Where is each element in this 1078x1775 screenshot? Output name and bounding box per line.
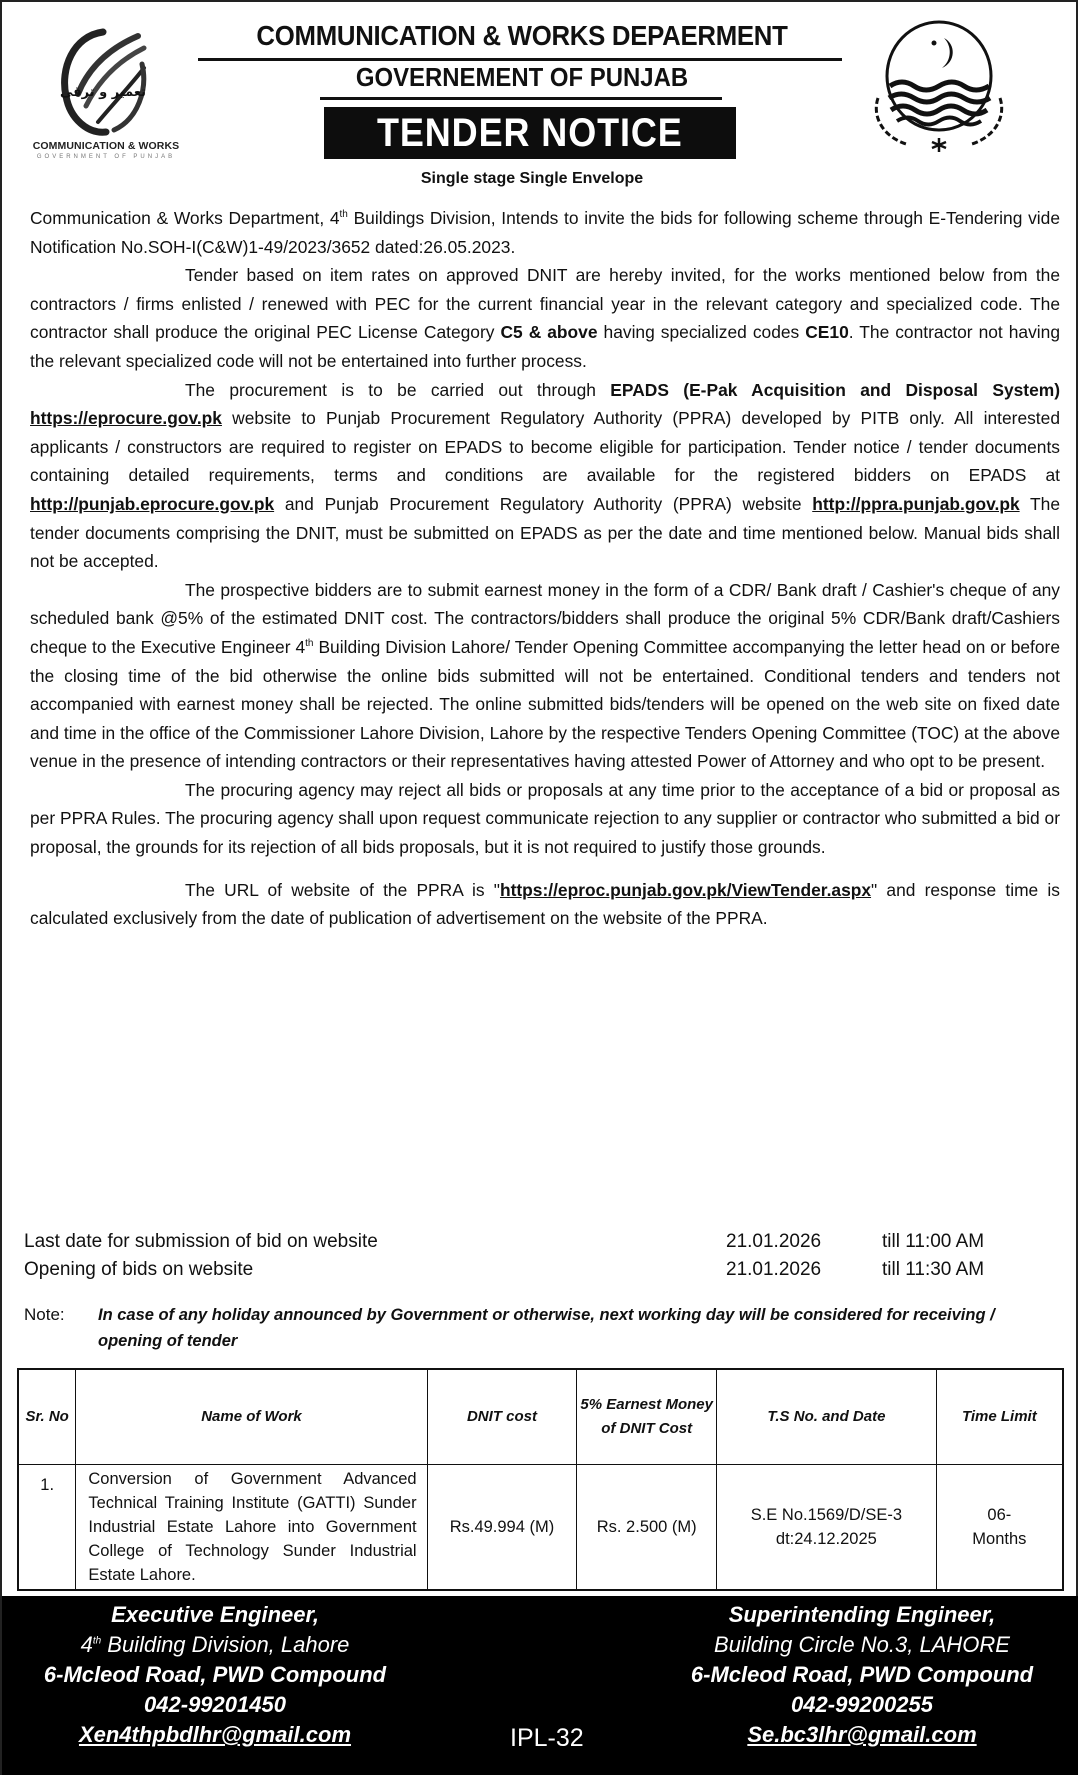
eprocure-link[interactable]: https://eprocure.gov.pk <box>30 408 222 429</box>
cell-dnit-cost: Rs.49.994 (M) <box>427 1464 577 1590</box>
col-sr-no: Sr. No <box>18 1369 76 1464</box>
note-label: Note: <box>24 1305 65 1324</box>
se-circle: Building Circle No.3, LAHORE <box>714 1632 1010 1657</box>
ee-division: 4th Building Division, Lahore <box>80 1632 350 1657</box>
view-tender-link[interactable]: https://eproc.punjab.gov.pk/ViewTender.aspx <box>499 879 872 900</box>
pec-category: C5 & above <box>500 322 598 343</box>
title-underline <box>198 58 842 61</box>
ee-title: Executive Engineer, <box>111 1602 319 1627</box>
note-text: In case of any holiday announced by Government or otherwise, next working day will be considered for receiving / opening of tender <box>98 1306 995 1350</box>
epads-name: EPADS (E-Pak Acquisition and Disposal System) <box>610 379 1060 400</box>
submission-time: till 11:00 AM <box>882 1231 985 1252</box>
ts-number: S.E No.1569/D/SE-3 <box>750 1505 903 1524</box>
cell-time-limit: 06- Months <box>936 1464 1063 1590</box>
cw-logo-title: COMMUNICATION & WORKS <box>32 140 180 152</box>
col-ts-no-date: T.S No. and Date <box>717 1369 937 1464</box>
paragraph-ppra-url: The URL of website of the PPRA is "https://eproc.punjab.gov.pk/ViewTender.aspx" and response time is calculated exclusively from the date of publication of advertisement on the website of the PPRA. <box>30 879 1060 929</box>
paragraph-earnest-money: The prospective bidders are to submit earnest money in the form of a CDR/ Bank draft / Cashier's cheque of any scheduled bank @5% of the estimated DNIT cost. The contractors/bidders shall produce the original 5% CDR/Bank draft/Cashiers cheque to the Executive Engineer 4th Building Division Lahore/ Tender Opening Committee accompanying the letter head on or before the closing time of the bid otherwise the online bids submitted will not be entertained. Conditional tenders and tenders not accompanied with earnest money shall be rejected. The online submitted bids/tenders will be opened on the web site on fixed date and time in the office of the Commissioner Lahore Division, Lahore by the respective Tenders Opening Committee (TOC) at the above venue in the presence of intending contractors or their representatives having attested Power of Attorney and who opt to be present. <box>30 579 1060 772</box>
punjab-emblem <box>864 16 1014 156</box>
svg-text:تعمیر و ترقی: تعمیر و ترقی <box>59 85 147 100</box>
department-title: COMMUNICATION & WORKS DEPAERMENT <box>256 20 788 51</box>
se-address: 6-Mcleod Road, PWD Compound <box>690 1662 1034 1687</box>
ts-date: dt:24.12.2025 <box>775 1529 877 1548</box>
paragraph-eligibility: Tender based on item rates on approved DNIT are hereby invited, for the works mentioned below from the contractors / firms enlisted / renewed with PEC for the current financial year in the relevant category and specialized code. The contractor shall produce the original PEC License Category C5 & above having specialized codes CE10. The contractor not having the relevant specialized code will not be entertained into further process. <box>30 265 1060 371</box>
cell-sr: 1. <box>18 1464 76 1590</box>
se-title: Superintending Engineer, <box>728 1602 996 1627</box>
superintending-engineer-contact <box>652 1600 1072 1750</box>
opening-time: till 11:30 AM <box>882 1259 985 1280</box>
cw-logo-subtitle: GOVERNMENT OF PUNJAB <box>36 154 176 160</box>
paragraph-rejection: The procuring agency may reject all bids or proposals at any time prior to the acceptance of a bid or proposal as per PPRA Rules. The procuring agency shall upon request communicate rejection to any supplier or contractor who submitted a bid or proposal, the grounds for its rejection of all bids proposals, but it is not required to justify those grounds. <box>30 779 1060 858</box>
ipl-code: IPL-32 <box>510 1724 584 1752</box>
specialized-code: CE10 <box>805 322 849 343</box>
schedule-row-submission: Last date for submission of bid on website 21.01.2026 till 11:00 AM <box>24 1228 1064 1256</box>
col-time-limit: Time Limit <box>936 1369 1063 1464</box>
cell-ts <box>717 1464 937 1590</box>
cw-logo <box>16 24 196 164</box>
punjab-eprocure-link[interactable]: http://punjab.eprocure.gov.pk <box>30 493 275 514</box>
punjab-emblem-icon <box>864 16 1014 156</box>
table-header-row <box>18 1369 1063 1464</box>
executive-engineer-contact <box>10 1600 420 1750</box>
paragraph-procurement: The procurement is to be carried out through EPADS (E-Pak Acquisition and Disposal System) https://eprocure.gov.pk website to Punjab Procurement Regulatory Authority (PPRA) developed by PITB only. All interested applicants / constructors are required to register on EPADS to become eligible for participation. Tender notice / tender documents containing detailed requirements, terms and conditions are available for the registered bidders on EPADS at http://punjab.eprocure.gov.pk and Punjab Procurement Regulatory Authority (PPRA) website http://ppra.punjab.gov.pk The tender documents comprising the DNIT, must be submitted on EPADS as per the date and time mentioned below. Manual bids shall not be accepted. <box>30 379 1060 572</box>
col-dnit-cost: DNIT cost <box>427 1369 577 1464</box>
cw-brush-swoosh-icon <box>58 24 148 139</box>
col-earnest-money: 5% Earnest Money of DNIT Cost <box>577 1369 717 1464</box>
cell-work: Conversion of Government Advanced Technical Training Institute (GATTI) Sunder Industrial Estate Lahore into Government College of Technology Sunder Industrial Estate Lahore. <box>76 1464 427 1590</box>
schedule-row-opening: Opening of bids on website 21.01.2026 till 11:30 AM <box>24 1256 1064 1284</box>
se-phone: 042-99200255 <box>791 1692 933 1717</box>
paragraph-intro: Communication & Works Department, 4th Buildings Division, Intends to invite the bids for following scheme through E-Tendering vide Notification No.SOH-I(C&W)1-49/2023/3652 dated:26.05.2023. <box>30 208 1060 257</box>
se-email-link[interactable]: Se.bc3lhr@gmail.com <box>747 1722 977 1747</box>
bid-schedule <box>24 1228 1064 1284</box>
table-row <box>18 1464 1063 1590</box>
title-underline <box>320 97 722 100</box>
cell-earnest-money: Rs. 2.500 (M) <box>577 1464 717 1590</box>
ee-email-link[interactable]: Xen4thpbdlhr@gmail.com <box>78 1722 352 1747</box>
subheading: Single stage Single Envelope <box>420 170 644 187</box>
tender-notice-banner <box>324 107 736 159</box>
works-table <box>17 1368 1064 1591</box>
col-name-of-work: Name of Work <box>76 1369 427 1464</box>
ee-address: 6-Mcleod Road, PWD Compound <box>43 1662 387 1687</box>
ee-phone: 042-99201450 <box>144 1692 286 1717</box>
ppra-link[interactable]: http://ppra.punjab.gov.pk <box>812 493 1020 514</box>
tender-notice-title: TENDER NOTICE <box>377 111 683 155</box>
submission-date: 21.01.2026 <box>726 1231 822 1252</box>
government-title: GOVERNEMENT OF PUNJAB <box>355 62 689 92</box>
contact-footer <box>2 1596 1078 1775</box>
notice-body <box>30 204 1060 933</box>
opening-date: 21.01.2026 <box>726 1259 822 1280</box>
